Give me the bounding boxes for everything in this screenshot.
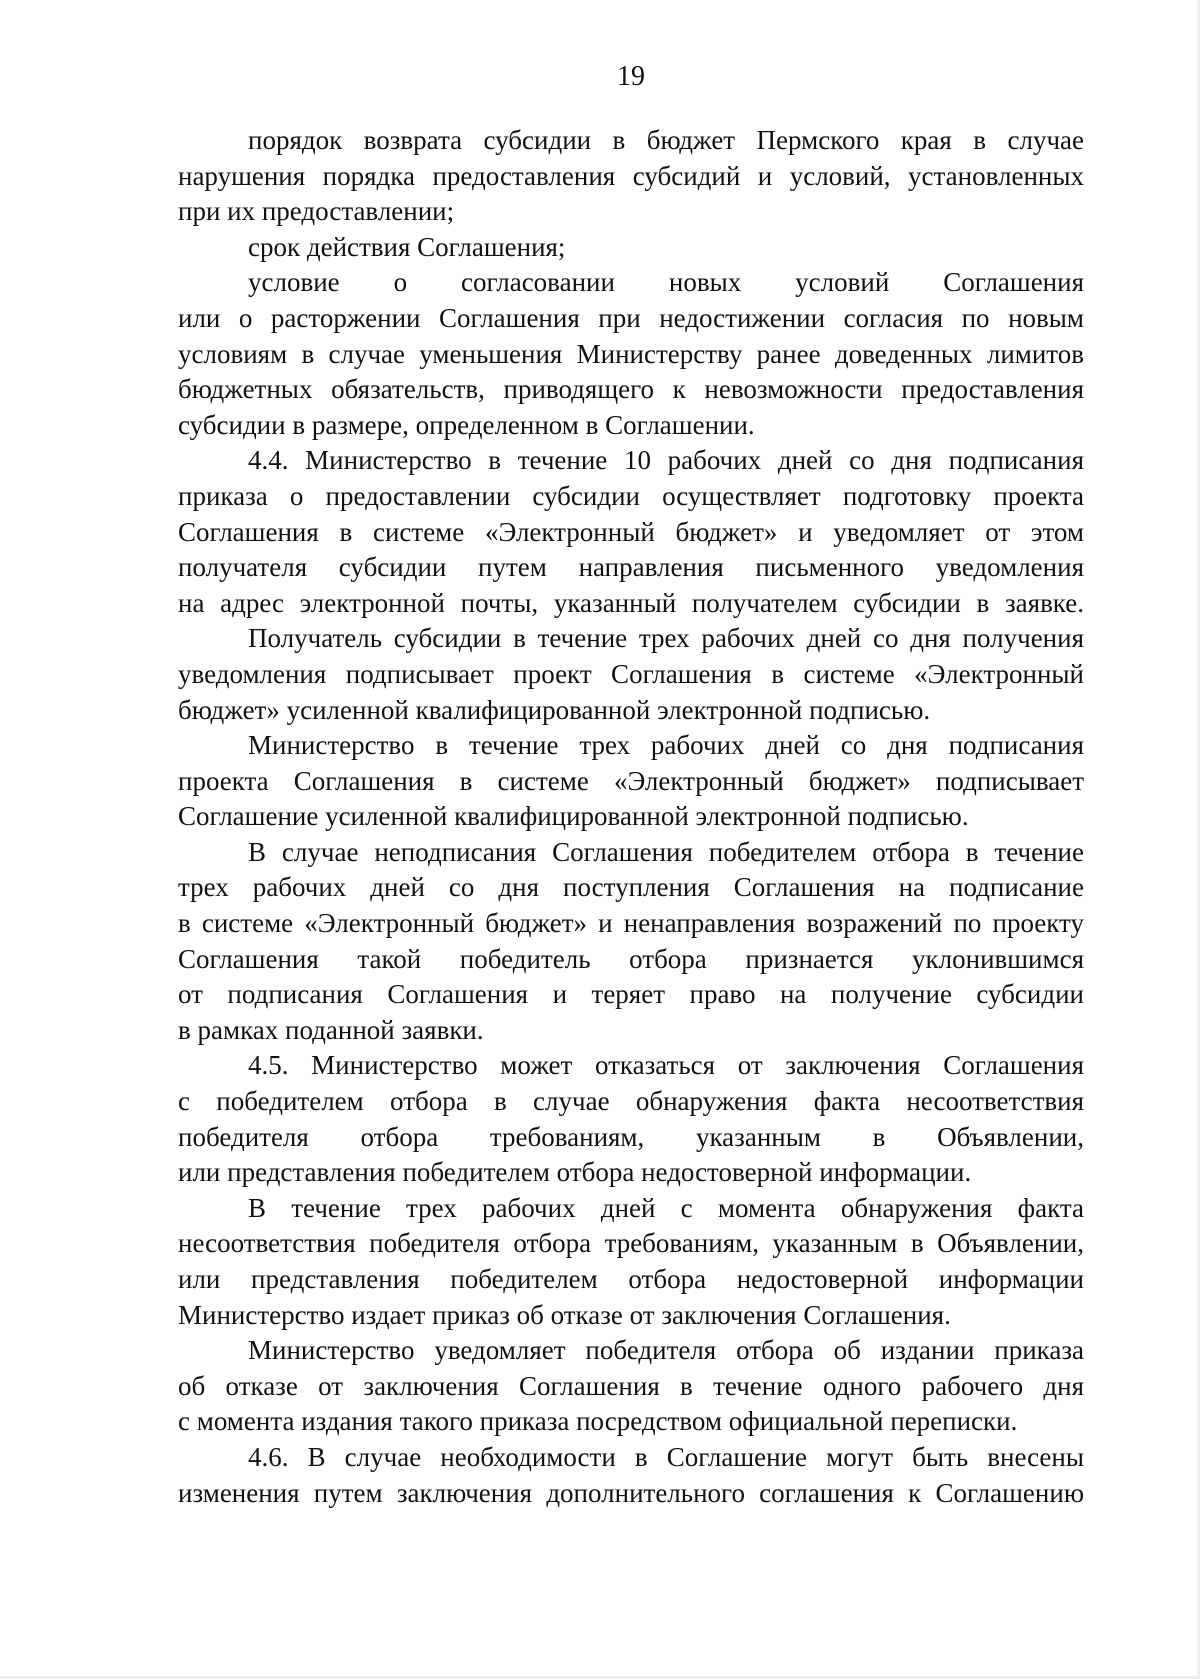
text-line: Министерство уведомляет победителя отбора об издании приказа [248, 1335, 1084, 1366]
text-line: условие о согласовании новых условий Соглашения [248, 267, 1084, 298]
text-line: В течение трех рабочих дней с момента обнаружения факта [248, 1192, 1084, 1223]
text-line: на адрес электронной почты, указанный получателем субсидии в заявке. [178, 587, 1084, 618]
text-line: или представления победителем отбора недостоверной информации. [178, 1157, 972, 1188]
text-line: 4.6. В случае необходимости в Соглашение могут быть внесены [248, 1441, 1084, 1472]
text-line: 4.4. Министерство в течение 10 рабочих дней со дня подписания [248, 445, 1084, 476]
text-line: трех рабочих дней со дня поступления Соглашения на подписание [178, 872, 1084, 903]
text-line: от подписания Соглашения и теряет право на получение субсидии [178, 979, 1084, 1010]
text-line: в рамках поданной заявки. [178, 1014, 484, 1045]
text-line: несоответствия победителя отбора требованиям, указанным в Объявлении, [178, 1228, 1084, 1259]
text-line: приказа о предоставлении субсидии осуществляет подготовку проекта [178, 480, 1084, 511]
text-line: Соглашение усиленной квалифицированной электронной подписью. [178, 801, 969, 832]
text-line: Соглашения в системе «Электронный бюджет» и уведомляет от этом [178, 516, 1084, 547]
text-line: при их предоставлении; [178, 196, 455, 227]
text-line: Получатель субсидии в течение трех рабочих дней со дня получения [248, 623, 1084, 654]
text-line: Министерство издает приказ об отказе от заключения Соглашения. [178, 1299, 951, 1330]
text-line: с победителем отбора в случае обнаружения факта несоответствия [178, 1086, 1084, 1117]
text-line: в системе «Электронный бюджет» и ненаправления возражений по проекту [178, 908, 1084, 939]
text-line: или представления победителем отбора недостоверной информации [178, 1264, 1084, 1294]
text-line: Соглашения такой победитель отбора признается уклонившимся [178, 943, 1084, 974]
text-line: изменения путем заключения дополнительного соглашения к Соглашению [178, 1477, 1084, 1508]
text-line: условиям в случае уменьшения Министерству ранее доведенных лимитов [178, 338, 1084, 369]
text-line: бюджет» усиленной квалифицированной электронной подписью. [178, 694, 931, 725]
text-line: уведомления подписывает проект Соглашения в системе «Электронный [178, 658, 1084, 689]
text-line: порядок возврата субсидии в бюджет Пермского края в случае [248, 125, 1084, 155]
text-line: субсидии в размере, определенном в Соглашении. [178, 409, 755, 440]
text-line: получателя субсидии путем направления письменного уведомления [178, 552, 1084, 583]
text-line: В случае неподписания Соглашения победителем отбора в течение [248, 836, 1084, 867]
scan-edge [1196, 0, 1200, 1679]
text-line: или о расторжении Соглашения при недостижении согласия по новым [178, 302, 1084, 333]
text-line: проекта Соглашения в системе «Электронный бюджет» подписывает [178, 765, 1084, 796]
text-line: 4.5. Министерство может отказаться от заключения Соглашения [248, 1050, 1084, 1081]
page-number: 19 [617, 61, 645, 92]
text-line: срок действия Соглашения; [248, 231, 566, 262]
text-line: с момента издания такого приказа посредством официальной переписки. [178, 1406, 1018, 1437]
document-body [178, 123, 1084, 1511]
text-line: нарушения порядка предоставления субсидий и условий, установленных [178, 160, 1084, 191]
text-line: об отказе от заключения Соглашения в течение одного рабочего дня [178, 1370, 1084, 1401]
text-line: Министерство в течение трех рабочих дней со дня подписания [248, 730, 1084, 761]
text-line: бюджетных обязательств, приводящего к невозможности предоставления [178, 374, 1084, 405]
text-line: победителя отбора требованиям, указанным в Объявлении, [178, 1121, 1084, 1152]
